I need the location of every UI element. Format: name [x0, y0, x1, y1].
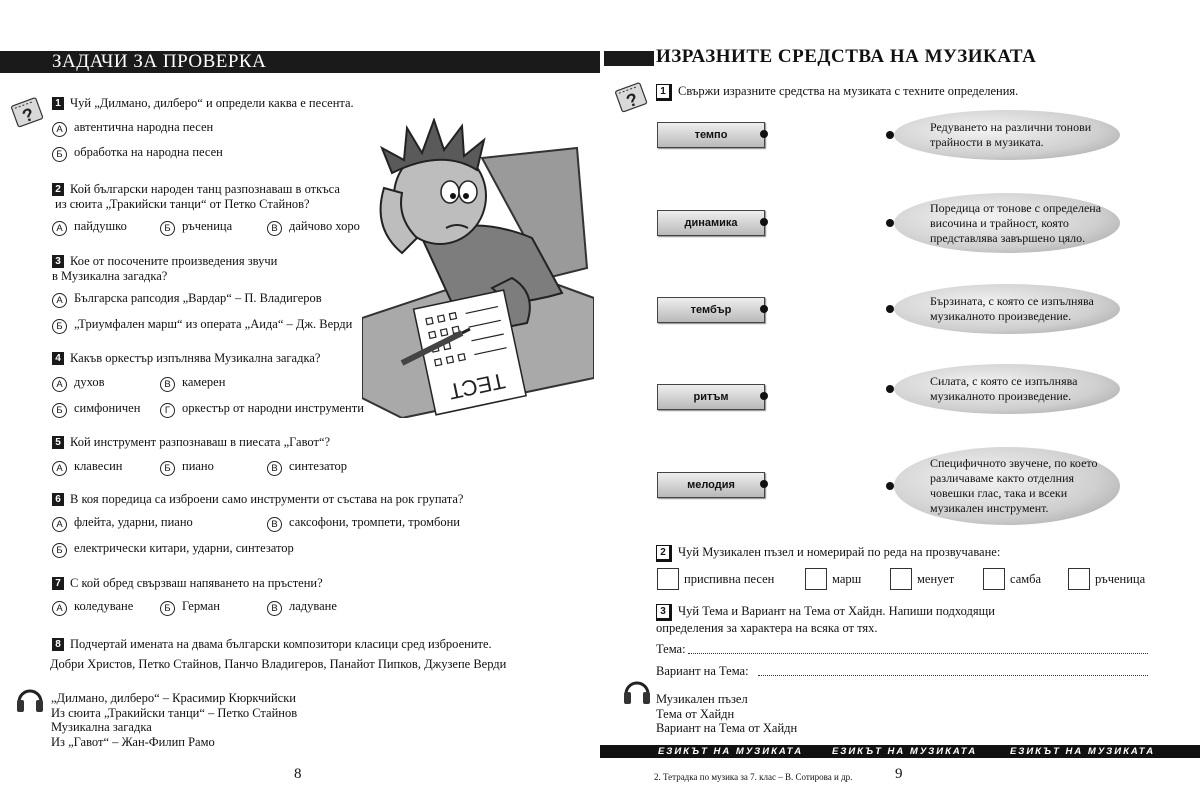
option-letter: В: [160, 377, 175, 392]
option-letter: А: [52, 293, 67, 308]
task-2: [656, 545, 1000, 562]
option-letter: А: [52, 377, 67, 392]
term-rhythm[interactable]: ритъм: [657, 384, 765, 410]
headphones-icon: [15, 684, 45, 719]
option-letter: Б: [52, 147, 67, 162]
footer-band-text: ЕЗИКЪТ НА МУЗИКАТА: [658, 746, 804, 757]
connection-dot[interactable]: [760, 305, 768, 313]
question-text-line2: из сюита „Тракийски танци“ от Петко Стайнов?: [55, 197, 310, 211]
definition-text: Поредица от тонове с определена височина и трайност, която представлява завършено цяло.: [930, 200, 1102, 245]
q2-option-c[interactable]: [267, 219, 360, 236]
option-text: пиано: [182, 459, 214, 473]
q5-option-a[interactable]: [52, 459, 122, 476]
option-text: автентична народна песен: [74, 120, 214, 134]
option-text: флейта, ударни, пиано: [74, 515, 193, 529]
q7-option-b[interactable]: [160, 599, 220, 616]
option-letter: В: [267, 517, 282, 532]
option-text: Герман: [182, 599, 220, 613]
question-text-line1: Кой български народен танц разпознаваш в откъса: [70, 182, 340, 196]
term-dynamics[interactable]: динамика: [657, 210, 765, 236]
option-letter: В: [267, 601, 282, 616]
theme-label: Тема:: [656, 642, 686, 656]
listening-item: „Дилмано, дилберо“ – Красимир Кюркчийски: [51, 691, 296, 705]
task-number: 1: [656, 84, 672, 101]
q2-option-b[interactable]: [160, 219, 232, 236]
option-letter: Б: [160, 601, 175, 616]
connection-dot[interactable]: [760, 392, 768, 400]
question-text-line2: в Музикална загадка?: [52, 269, 168, 283]
q4-option-b[interactable]: [52, 401, 140, 418]
q6-option-b[interactable]: [52, 541, 294, 558]
option-text: ладуване: [289, 599, 337, 613]
question-text: Подчертай имената на двама български композитори класици сред изброените.: [70, 637, 492, 651]
listening-item: Музикална загадка: [51, 720, 152, 734]
notepad-question-icon: [612, 80, 652, 119]
task-1: [656, 84, 1018, 101]
term-tempo[interactable]: темпо: [657, 122, 765, 148]
question-text-line1: Кое от посочените произведения звучи: [70, 254, 278, 268]
option-letter: А: [52, 601, 67, 616]
definition-ellipse: [894, 284, 1120, 334]
connection-dot[interactable]: [886, 385, 894, 393]
question-text: Кой инструмент разпознаваш в пиесата „Гавот“?: [70, 435, 331, 449]
q6-option-v[interactable]: [267, 515, 460, 532]
question-number: 7: [52, 577, 64, 590]
task-number: 2: [656, 545, 672, 562]
q3-option-a[interactable]: [52, 291, 322, 308]
q5-option-b[interactable]: [160, 459, 214, 476]
question-3: [52, 254, 277, 284]
option-text: ръченица: [182, 219, 233, 233]
option-text: обработка на народна песен: [74, 145, 223, 159]
option-text: оркестър от народни инструменти: [182, 401, 364, 415]
right-listening-list: [656, 692, 797, 736]
definition-ellipse: [894, 110, 1120, 160]
definition-ellipse: [894, 364, 1120, 414]
order-box-march[interactable]: [805, 568, 827, 590]
question-5: [52, 435, 330, 450]
left-page-title: ЗАДАЧИ ЗА ПРОВЕРКА: [52, 51, 267, 72]
option-text: пайдушко: [74, 219, 127, 233]
order-box-samba[interactable]: [983, 568, 1005, 590]
option-letter: В: [267, 221, 282, 236]
option-letter: Б: [52, 403, 67, 418]
q7-option-c[interactable]: [267, 599, 337, 616]
question-4: [52, 351, 320, 366]
svg-text:?: ?: [19, 103, 37, 127]
task-3: [656, 604, 995, 636]
definition-text: Редуването на различни тонови трайности в музиката.: [930, 120, 1092, 149]
order-box-minuet[interactable]: [890, 568, 912, 590]
q7-option-a[interactable]: [52, 599, 133, 616]
svg-text:?: ?: [623, 88, 641, 112]
listening-item: Из сюита „Тракийски танци“ – Петко Стайнов: [51, 705, 298, 720]
order-label: самба: [1010, 572, 1042, 586]
task-text: Свържи изразните средства на музиката с техните определения.: [678, 84, 1019, 98]
listening-item: Тема от Хайдн: [656, 706, 735, 721]
task-text-line2: определения за характера на всяка от тях.: [656, 621, 878, 635]
listening-item: Из „Гавот“ – Жан-Филип Рамо: [51, 734, 215, 749]
left-listening-list: [51, 691, 297, 749]
q4-option-v[interactable]: [160, 375, 225, 392]
option-letter: В: [267, 461, 282, 476]
connection-dot[interactable]: [760, 480, 768, 488]
option-text: „Триумфален марш“ из операта „Аида“ – Дж. Верди: [74, 317, 353, 331]
option-letter: А: [52, 122, 67, 137]
option-text: Българска рапсодия „Вардар“ – П. Владигеров: [74, 291, 322, 305]
question-number: 1: [52, 97, 64, 110]
q3-option-b[interactable]: [52, 317, 352, 334]
question-text: Чуй „Дилмано, дилберо“ и определи каква е песента.: [70, 96, 354, 110]
page-number-left: 8: [294, 766, 302, 782]
question-2: [52, 182, 340, 212]
option-text: саксофони, тромпети, тромбони: [289, 515, 460, 529]
definition-text: Специфичното звучене, по което различаваме както отделния човешки глас, така и всеки музикален инструмент.: [930, 456, 1098, 515]
option-letter: Г: [160, 403, 175, 418]
connection-dot[interactable]: [886, 482, 894, 490]
headphones-icon: [622, 676, 652, 711]
right-page-title: ИЗРАЗНИТЕ СРЕДСТВА НА МУЗИКАТА: [656, 46, 1037, 67]
right-page: [600, 0, 1200, 807]
option-letter: Б: [52, 543, 67, 558]
order-box-lullaby[interactable]: [657, 568, 679, 590]
question-number: 6: [52, 493, 64, 506]
order-box-rachenitsa[interactable]: [1068, 568, 1090, 590]
option-letter: А: [52, 221, 67, 236]
question-text: С кой обред свързваш напяването на пръстени?: [70, 576, 323, 590]
question-6: [52, 492, 463, 507]
question-number: 8: [52, 638, 64, 651]
question-number: 4: [52, 352, 64, 365]
question-number: 3: [52, 255, 64, 268]
option-letter: Б: [52, 319, 67, 334]
option-text: електрически китари, ударни, синтезатор: [74, 541, 294, 555]
theme-answer-line[interactable]: [688, 653, 1148, 654]
q1-option-b[interactable]: [52, 145, 223, 162]
connection-dot[interactable]: [886, 219, 894, 227]
page-number-right: 9: [895, 766, 903, 782]
connection-dot[interactable]: [760, 130, 768, 138]
option-letter: Б: [160, 461, 175, 476]
listening-item: Вариант на Тема от Хайдн: [656, 721, 798, 735]
connection-dot[interactable]: [886, 131, 894, 139]
definition-text: Силата, с която се изпълнява музикалното произведение.: [930, 374, 1078, 403]
q6-option-a[interactable]: [52, 515, 193, 532]
q5-option-c[interactable]: [267, 459, 347, 476]
notepad-question-icon: [8, 95, 48, 134]
order-label: ръченица: [1095, 572, 1146, 586]
order-label: менует: [917, 572, 955, 586]
task-text: Чуй Музикален пъзел и номерирай по реда на прозвучаване:: [678, 545, 1001, 559]
footer-band: [600, 745, 1200, 758]
variant-answer-line[interactable]: [758, 675, 1148, 676]
q4-option-a[interactable]: [52, 375, 105, 392]
question-7: [52, 576, 323, 591]
option-text: симфоничен: [74, 401, 141, 415]
question-1: [52, 96, 354, 111]
option-letter: А: [52, 461, 67, 476]
term-melody[interactable]: мелодия: [657, 472, 765, 498]
footer-band-text: ЕЗИКЪТ НА МУЗИКАТА: [832, 746, 978, 757]
footer-note: 2. Тетрадка по музика за 7. клас – В. Сотирова и др.: [654, 772, 853, 782]
question-text: В коя поредица са изброени само инструменти от състава на рок групата?: [70, 492, 464, 506]
right-header-bar: [604, 51, 654, 66]
question-text: Какъв оркестър изпълнява Музикална загадка?: [70, 351, 321, 365]
left-header-bar: [0, 51, 600, 73]
order-label: марш: [832, 572, 862, 586]
option-letter: А: [52, 517, 67, 532]
order-label: приспивна песен: [684, 572, 775, 586]
footer-band-text: ЕЗИКЪТ НА МУЗИКАТА: [1010, 746, 1156, 757]
q4-option-g[interactable]: [160, 401, 364, 418]
option-text: клавесин: [74, 459, 123, 473]
option-text: духов: [74, 375, 105, 389]
definition-text: Бързината, с която се изпълнява музикалното произведение.: [930, 294, 1094, 323]
definition-ellipse: [894, 193, 1120, 253]
connection-dot[interactable]: [760, 218, 768, 226]
variant-label: Вариант на Тема:: [656, 664, 749, 678]
task-number: 3: [656, 604, 672, 621]
option-text: дайчово хоро: [289, 219, 360, 233]
q2-option-a[interactable]: [52, 219, 127, 236]
connection-dot[interactable]: [886, 305, 894, 313]
option-letter: Б: [160, 221, 175, 236]
option-text: синтезатор: [289, 459, 348, 473]
test-label: ТЕСТ: [446, 368, 508, 405]
q1-option-a[interactable]: [52, 120, 213, 137]
question-number: 2: [52, 183, 64, 196]
question-8: [52, 637, 492, 652]
definition-ellipse: [894, 447, 1120, 525]
option-text: коледуване: [74, 599, 134, 613]
q8-composer-names: Добри Христов, Петко Стайнов, Панчо Владигеров, Панайот Пипков, Джузепе Верди: [50, 657, 507, 671]
question-number: 5: [52, 436, 64, 449]
listening-item: Музикален пъзел: [656, 692, 748, 706]
boy-with-test-illustration: [362, 118, 594, 423]
task-text-line1: Чуй Тема и Вариант на Тема от Хайдн. Напиши подходящи: [678, 604, 995, 618]
option-text: камерен: [182, 375, 226, 389]
term-timbre[interactable]: тембър: [657, 297, 765, 323]
